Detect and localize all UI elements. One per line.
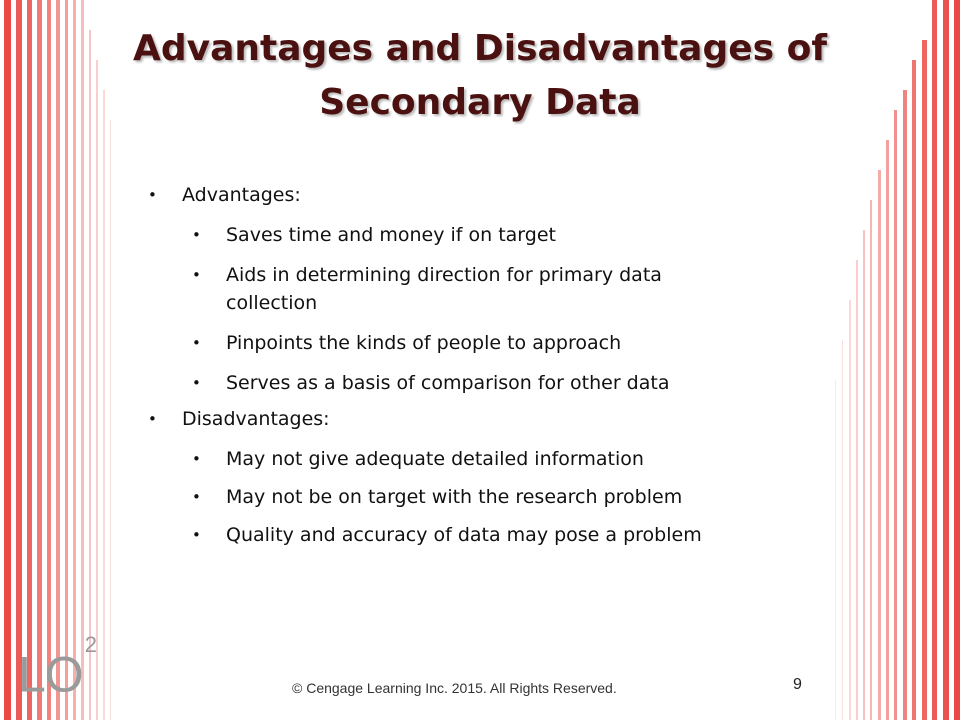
bullet-disadvantage-1: • May not give adequate detailed information	[226, 448, 644, 471]
right-stripe-12	[856, 260, 858, 720]
left-stripe-8	[73, 0, 76, 720]
right-stripe-10	[870, 200, 872, 720]
logo-text: LO	[18, 646, 83, 703]
left-stripe-1	[4, 0, 11, 720]
left-stripe-12	[103, 90, 105, 720]
left-stripe-5	[47, 0, 51, 720]
bullet-advantage-3: • Pinpoints the kinds of people to approach	[226, 332, 621, 355]
right-stripe-15	[835, 380, 836, 720]
right-stripe-3	[932, 0, 937, 720]
page-number: 9	[793, 676, 802, 693]
right-stripe-13	[849, 300, 851, 720]
right-stripe-14	[842, 340, 843, 720]
bullet-advantage-4: • Serves as a basis of comparison for other data	[226, 372, 669, 395]
left-stripe-10	[89, 30, 91, 720]
slide-title	[120, 22, 840, 130]
lo-logo	[18, 632, 96, 703]
bullet-advantages-label: • Advantages:	[182, 184, 301, 207]
right-stripe-4	[922, 40, 927, 720]
bullet-disadvantage-2: • May not be on target with the research problem	[226, 486, 682, 509]
left-stripe-6	[56, 0, 60, 720]
left-stripe-3	[27, 0, 32, 720]
right-stripe-6	[903, 90, 907, 720]
title-line-2: Secondary Data	[319, 82, 641, 123]
right-stripe-7	[894, 110, 897, 720]
right-stripe-8	[886, 140, 889, 720]
left-stripe-7	[65, 0, 68, 720]
bullet-advantage-1: • Saves time and money if on target	[226, 224, 556, 247]
bullet-advantage-2: • Aids in determining direction for primary data	[226, 264, 662, 287]
left-stripe-13	[110, 120, 111, 720]
copyright-footer: © Cengage Learning Inc. 2015. All Rights Reserved.	[292, 680, 617, 696]
title-line-1: Advantages and Disadvantages of	[132, 28, 828, 69]
right-stripe-11	[863, 230, 865, 720]
logo-superscript: 2	[84, 632, 96, 657]
right-stripe-2	[943, 0, 949, 720]
right-stripe-5	[912, 60, 916, 720]
left-stripe-4	[37, 0, 42, 720]
right-stripe-9	[878, 170, 881, 720]
bullet-disadvantage-3: • Quality and accuracy of data may pose a problem	[226, 524, 702, 547]
right-stripe-1	[954, 0, 960, 720]
left-stripe-11	[96, 60, 98, 720]
left-stripe-2	[16, 0, 22, 720]
bullet-disadvantages-label: • Disadvantages:	[182, 408, 330, 431]
left-stripe-9	[81, 0, 84, 720]
bullet-advantage-2-continuation: collection	[226, 292, 318, 314]
